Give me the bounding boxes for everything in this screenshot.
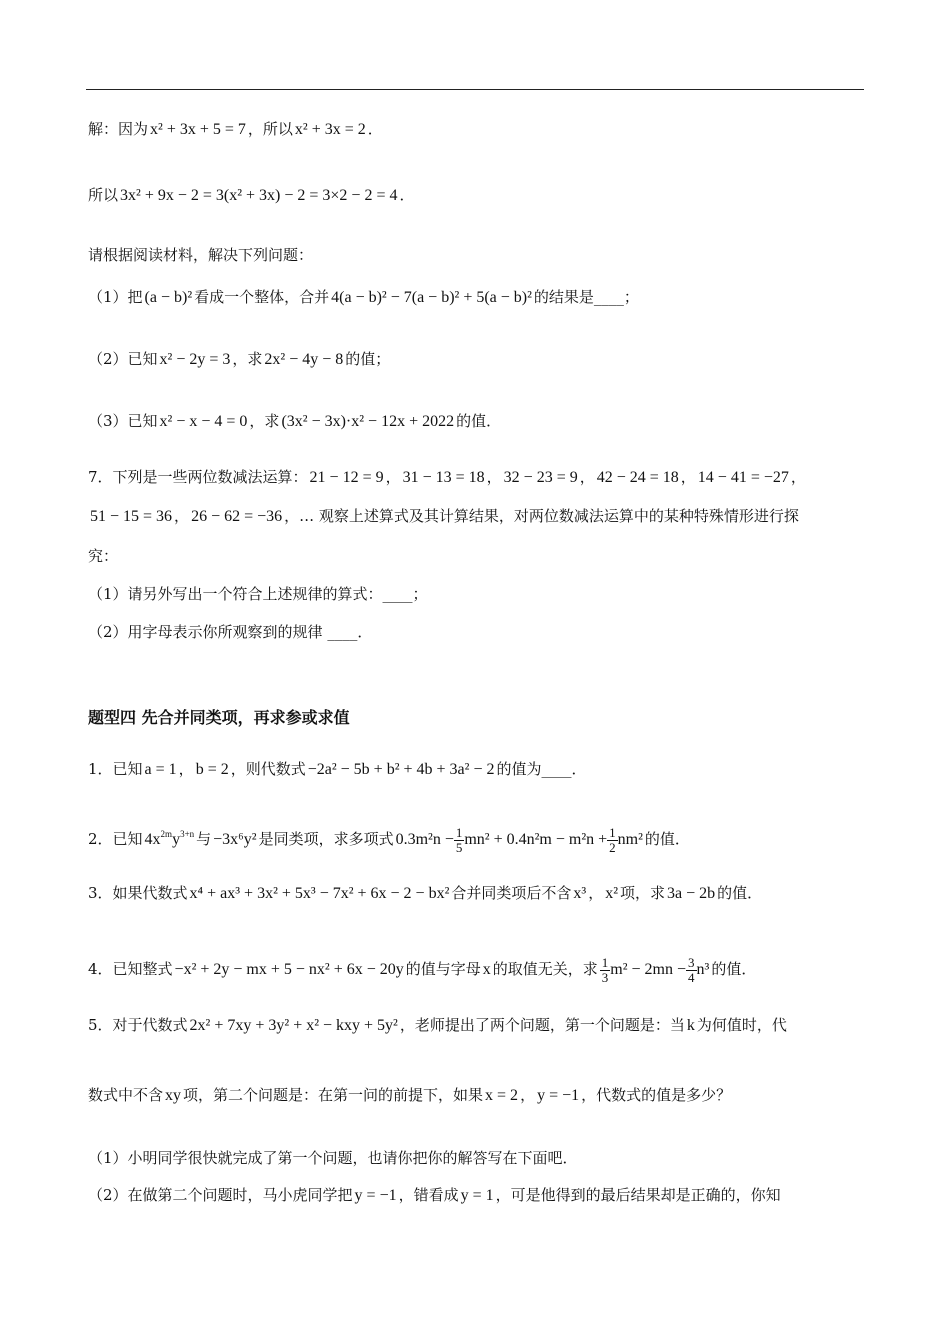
text: ，… 观察上述算式及其计算结果，对两位数减法运算中的某种特殊情形进行探 [284, 507, 799, 525]
solution-line-1 [88, 120, 383, 139]
text: （3）已知 [88, 412, 158, 430]
text: 项，第二个问题是：在第一问的前提下，如果 [183, 1086, 484, 1104]
separator: ， [579, 468, 595, 486]
text: 数式中不含 [88, 1086, 164, 1104]
math-expression: 2x² − 4y − 8 [264, 351, 344, 368]
math-expression: b = 2 [195, 761, 229, 778]
problem-7-line-2 [88, 507, 799, 526]
text: 的值． [717, 884, 763, 902]
math-expression: 51 − 15 = 36 [90, 508, 173, 525]
text: 的值． [456, 412, 502, 430]
text: 5．对于代数式 [88, 1016, 188, 1034]
text: 的值为____． [496, 760, 587, 778]
text: ，求 [249, 412, 280, 430]
math-expression: x = 2 [485, 1087, 519, 1104]
text: （2）在做第二个问题时，马小虎同学把 [88, 1186, 353, 1204]
problem-7-line-1 [88, 468, 806, 487]
math-term: n³ [696, 960, 710, 978]
text: 4．已知整式 [88, 959, 173, 978]
math-term: y [172, 830, 181, 848]
solution-line-2 [88, 186, 415, 205]
text: 的取值无关，求 [492, 959, 598, 978]
math-expression: k [686, 1017, 695, 1034]
top-rule [86, 89, 864, 90]
math-expression: 3x² + 9x − 2 = 3(x² + 3x) − 2 = 3×2 − 2 = 4 [120, 187, 398, 204]
math-expression: 31 − 13 = 18 [402, 469, 485, 486]
text: 1．已知 [88, 760, 143, 778]
math-term: 4x [144, 830, 161, 848]
problem-7-question-1: （1）请另外写出一个符合上述规律的算式：____； [88, 585, 428, 603]
math-expression: 4(a − b)² − 7(a − b)² + 5(a − b)² [331, 289, 532, 306]
reading-question-2 [88, 350, 390, 369]
text: 为何值时，代 [696, 1016, 787, 1034]
text: ，老师提出了两个问题，第一个问题是：当 [399, 1016, 685, 1034]
text: 是同类项，求多项式 [258, 829, 394, 848]
separator: ， [520, 1086, 536, 1104]
section-title: 题型四 先合并同类项，再求参或求值 [88, 708, 350, 727]
math-expression: −3x⁶y² [213, 830, 257, 848]
reading-intro: 请根据阅读材料，解决下列问题： [88, 246, 314, 264]
separator: ， [385, 468, 401, 486]
separator: ， [680, 468, 696, 486]
text: 看成一个整体，合并 [194, 288, 330, 306]
polynomial-expression [394, 825, 645, 855]
separator: ， [588, 884, 604, 902]
math-expression: a = 1 [144, 761, 177, 778]
separator: ， [486, 468, 502, 486]
fraction [686, 956, 697, 984]
text: 3．如果代数式 [88, 884, 188, 902]
problem-7-line-3: 究： [88, 547, 119, 565]
math-expression: x³ [573, 885, 587, 902]
separator: ， [178, 760, 194, 778]
math-term: mn² + 0.4n²m − m²n + [464, 830, 608, 848]
denominator: 5 [455, 839, 463, 855]
text: （1）把 [88, 288, 143, 306]
math-expression [143, 828, 197, 848]
text: 7．下列是一些两位数减法运算： [88, 468, 308, 486]
fraction [600, 956, 611, 984]
numerator: 1 [609, 825, 616, 840]
math-expression: y = −1 [354, 1187, 397, 1204]
text: ，则代数式 [230, 760, 306, 778]
fraction [607, 826, 618, 854]
numerator: 1 [601, 955, 609, 970]
math-expression: x² + 3x = 2 [294, 121, 366, 138]
text: ，所以 [247, 120, 293, 138]
text: 的值与字母 [405, 959, 481, 978]
section-problem-3 [88, 884, 762, 903]
math-expression: 14 − 41 = −27 [697, 469, 789, 486]
polynomial-expression [598, 955, 712, 985]
text: ，求 [232, 350, 263, 368]
math-expression: 3a − 2b [667, 885, 716, 902]
separator: ， [790, 468, 806, 486]
text: 的值． [711, 959, 757, 978]
section-problem-2 [88, 826, 690, 854]
exponent: 2m [160, 828, 173, 839]
denominator: 4 [688, 969, 695, 985]
section-problem-1 [88, 760, 586, 779]
numerator: 3 [688, 955, 695, 970]
reading-question-3 [88, 412, 501, 431]
section-problem-5-question-2 [88, 1186, 781, 1205]
math-term: 0.3m²n − [395, 830, 454, 848]
text: ，错看成 [398, 1186, 459, 1204]
math-expression: x² + 3x + 5 = 7 [150, 121, 246, 138]
math-expression: 26 − 62 = −36 [191, 508, 283, 525]
math-expression: −x² + 2y − mx + 5 − nx² + 6x − 20y [174, 960, 404, 978]
problem-7-question-2: （2）用字母表示你所观察到的规律 ____． [88, 623, 373, 641]
math-term: m² − 2mn − [610, 960, 687, 978]
math-expression: 32 − 23 = 9 [503, 469, 578, 486]
text: 的值； [345, 350, 391, 368]
text: 所以 [88, 186, 119, 204]
text: 解：因为 [88, 120, 149, 138]
section-problem-4 [88, 956, 756, 984]
reading-question-1 [88, 288, 639, 307]
text: ． [399, 186, 415, 204]
math-expression: (3x² − 3x)·x² − 12x + 2022 [281, 413, 455, 430]
text: 项，求 [620, 884, 666, 902]
exponent: 3+n [180, 828, 195, 839]
separator: ， [174, 507, 190, 525]
text: ． [367, 120, 383, 138]
math-expression: x⁴ + ax³ + 3x² + 5x³ − 7x² + 6x − 2 − bx² [189, 885, 450, 902]
denominator: 2 [609, 839, 616, 855]
denominator: 3 [601, 969, 609, 985]
text: 合并同类项后不含 [451, 884, 572, 902]
text: 2．已知 [88, 829, 143, 848]
text: （2）已知 [88, 350, 158, 368]
text: 的结果是____； [533, 288, 639, 306]
text: ，可是他得到的最后结果却是正确的，你知 [495, 1186, 781, 1204]
math-expression: x² − x − 4 = 0 [159, 413, 248, 430]
text: 与 [196, 829, 212, 848]
math-term: nm² [617, 830, 643, 848]
numerator: 1 [455, 825, 463, 840]
math-expression: 2x² + 7xy + 3y² + x² − kxy + 5y² [189, 1017, 398, 1034]
section-problem-5-line-1 [88, 1016, 787, 1035]
math-expression: xy [165, 1087, 182, 1104]
math-expression: 42 − 24 = 18 [596, 469, 679, 486]
math-expression: y = 1 [460, 1187, 494, 1204]
text: ，代数式的值是多少？ [581, 1086, 732, 1104]
section-problem-5-question-1: （1）小明同学很快就完成了第一个问题，也请你把你的解答写在下面吧． [88, 1149, 578, 1167]
math-expression: x² [605, 885, 618, 902]
math-expression: y = −1 [537, 1087, 580, 1104]
section-problem-5-line-2 [88, 1086, 731, 1105]
text: 的值． [644, 829, 690, 848]
math-expression: 21 − 12 = 9 [309, 469, 384, 486]
math-expression: x [482, 960, 491, 978]
math-expression: (a − b)² [144, 289, 193, 306]
fraction [454, 826, 465, 854]
math-expression: −2a² − 5b + b² + 4b + 3a² − 2 [307, 761, 495, 778]
math-expression: x² − 2y = 3 [159, 351, 231, 368]
